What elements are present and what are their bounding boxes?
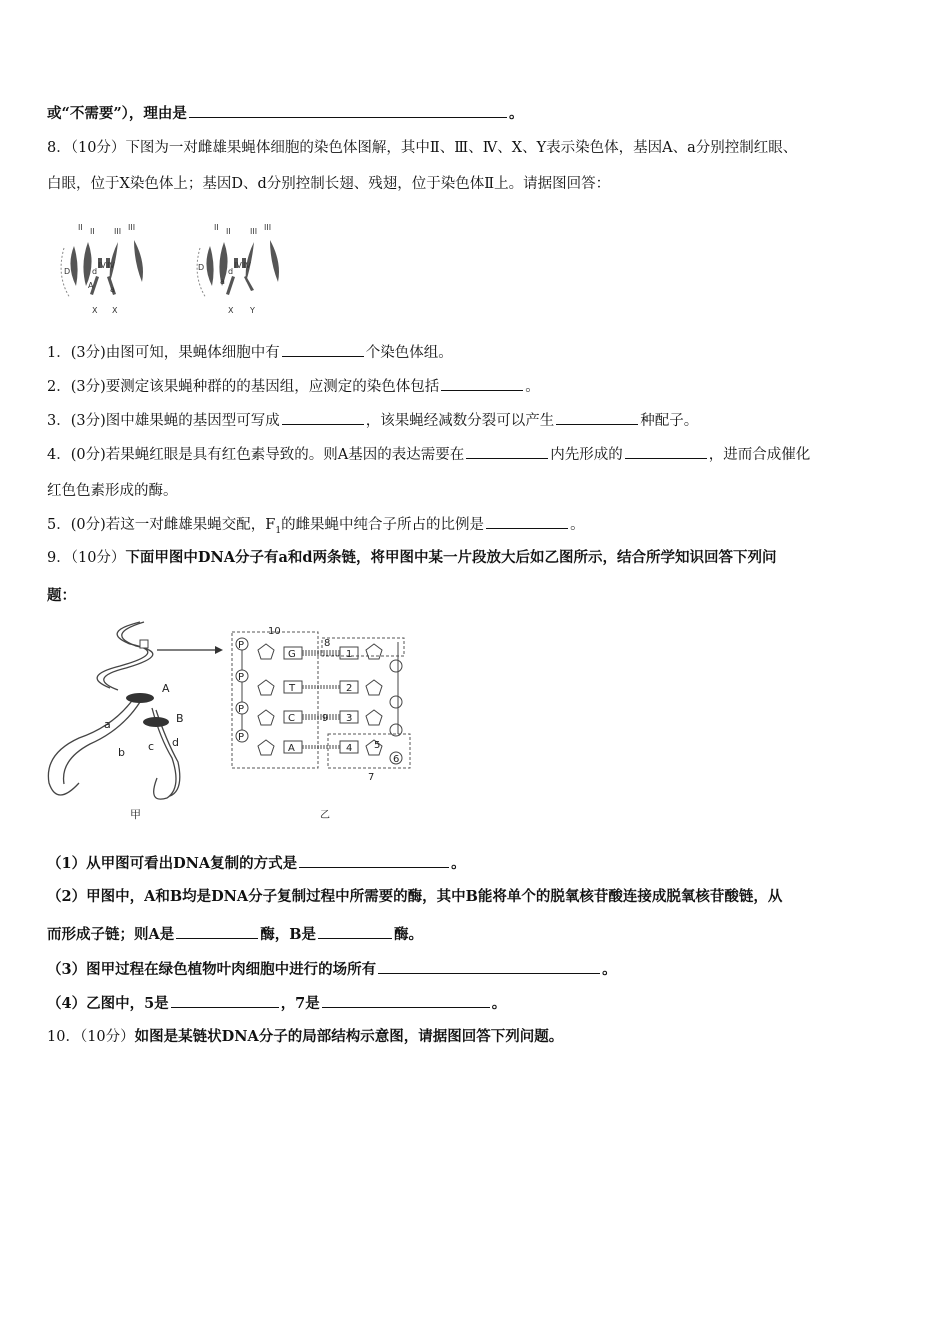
label-A: A — [162, 682, 170, 695]
q8-sub4-line1: 4．(0分)若果蝇红眼是具有红色素导致的。则A基因的表达需要在 内先形成的 ，进而合成催化 — [47, 444, 910, 465]
base-label-C: C — [288, 713, 295, 724]
label-male-III-2: III — [264, 223, 272, 232]
base-label-G: G — [288, 649, 296, 660]
label-female-X2: X — [112, 306, 118, 315]
label-female-IV-2: IV — [107, 261, 115, 270]
label-female-II-2: II — [90, 227, 95, 236]
number-label-8: 8 — [324, 638, 331, 649]
label-male-a: a — [220, 277, 225, 286]
number-label-10: 10 — [268, 626, 281, 637]
number-label-7: 7 — [368, 772, 375, 783]
q8-sub4-line2: 红色色素形成的酶。 — [47, 483, 178, 499]
answer-blank[interactable] — [625, 444, 707, 459]
label-female-III-1: III — [114, 227, 122, 236]
caption-yi: 乙 — [320, 810, 330, 821]
number-label-9: 9 — [322, 713, 329, 724]
label-male-D: D — [198, 263, 205, 272]
base-label-2: 2 — [346, 683, 353, 694]
arrow-jia-to-yi — [155, 640, 225, 660]
daughter-strand-left-2 — [64, 702, 140, 784]
answer-blank[interactable] — [318, 924, 392, 939]
base-label-1: 1 — [346, 649, 353, 660]
q9-sub1: （1）从甲图可看出DNA复制的方式是 。 — [47, 855, 466, 872]
number-label-6: 6 — [393, 754, 400, 765]
dna-structure-figure-yi — [228, 622, 418, 832]
label-female-d: d — [92, 267, 98, 276]
q9-sub2-line2: 而形成子链；则A是 酶，B是 酶。 — [47, 926, 424, 943]
chromosome-III-right-male — [270, 240, 279, 282]
label-c: c — [148, 740, 155, 753]
label-female-D: D — [64, 267, 71, 276]
q8-sub1: 1．(3分)由图可知，果蝇体细胞中有 个染色体组。 — [47, 342, 910, 363]
label-B: B — [176, 712, 184, 725]
label-male-X: X — [228, 306, 234, 315]
deoxyribose-right-1 — [366, 644, 382, 659]
enzyme-A — [126, 693, 154, 703]
base-label-3: 3 — [346, 713, 353, 724]
answer-blank[interactable] — [176, 924, 258, 939]
label-male-II-1: II — [214, 223, 219, 232]
deoxyribose-right-3 — [366, 710, 382, 725]
q9-intro-line2: 题： — [47, 587, 76, 604]
phosphate-label-1: P — [238, 640, 245, 651]
phosphate-right-1 — [390, 660, 402, 672]
answer-blank[interactable] — [486, 514, 568, 529]
phosphate-label-3: P — [238, 704, 245, 715]
label-male-IV-1: IV — [234, 261, 242, 270]
answer-blank[interactable] — [378, 959, 600, 974]
answer-blank[interactable] — [282, 342, 364, 357]
answer-blank[interactable] — [441, 376, 523, 391]
label-male-IV-2: IV — [243, 261, 251, 270]
label-female-IV-1: IV — [98, 261, 106, 270]
enzyme-B — [143, 717, 169, 727]
label-male-III-1: III — [250, 227, 258, 236]
answer-blank[interactable] — [189, 103, 507, 118]
deoxyribose-left-2 — [258, 680, 274, 695]
label-female-a: a — [110, 285, 115, 294]
phosphate-right-2 — [390, 696, 402, 708]
caption-jia: 甲 — [130, 808, 141, 821]
chromosome-Y-male — [244, 276, 254, 291]
phosphate-label-2: P — [238, 672, 245, 683]
chromosome-III-right — [134, 240, 143, 282]
label-male-II-2: II — [226, 227, 231, 236]
label-female-III-2: III — [128, 223, 136, 232]
label-a: a — [104, 718, 111, 731]
q9-sub4: （4）乙图中，5是 ，7是 。 — [47, 995, 507, 1012]
q8-sub3: 3．(3分)图中雄果蝇的基因型可写成 ，该果蝇经减数分裂可以产生 种配子。 — [47, 410, 910, 431]
chromosome-figure — [52, 218, 312, 318]
q8-sub5: 5．(0分)若这一对雌雄果蝇交配，$F_1$的雌果蝇中纯合子所占的比例是 。 — [47, 514, 910, 541]
label-b: b — [118, 746, 125, 759]
label-female-A: A — [88, 281, 94, 290]
q8-sub2: 2．(3分)要测定该果蝇种群的的基因组，应测定的染色体包括 。 — [47, 376, 910, 397]
label-d: d — [172, 736, 179, 749]
chromosome-X-male — [226, 276, 235, 295]
q9-sub3: （3）图甲过程在绿色植物叶肉细胞中进行的场所有 。 — [47, 961, 617, 978]
answer-blank[interactable] — [322, 993, 490, 1008]
cell-membrane-right — [197, 248, 206, 298]
base-label-4: 4 — [346, 743, 353, 754]
deoxyribose-left-3 — [258, 710, 274, 725]
q8-intro-line2: 白眼，位于X染色体上；基因D、d分别控制长翅、残翅，位于染色体Ⅱ上。请据图回答： — [47, 176, 611, 192]
base-pair-box-8 — [322, 638, 404, 656]
q9-sub2-line1: （2）甲图中，A和B均是DNA分子复制过程中所需要的酶，其中B能将单个的脱氧核苷酸连接成脱氧核苷酸链，从 — [47, 888, 783, 905]
number-label-5: 5 — [374, 740, 381, 751]
answer-blank[interactable] — [466, 444, 548, 459]
deoxyribose-left-1 — [258, 644, 274, 659]
deoxyribose-right-2 — [366, 680, 382, 695]
answer-blank[interactable] — [299, 853, 449, 868]
chromosome-II-right — [83, 242, 91, 286]
label-male-d: d — [228, 267, 234, 276]
chromosome-II-left — [70, 246, 77, 286]
chromosome-II-left-male — [206, 246, 213, 286]
answer-blank[interactable] — [171, 993, 279, 1008]
q10-intro: 10．（10分）如图是某链状DNA分子的局部结构示意图，请据图回答下列问题。 — [47, 1028, 564, 1045]
selected-fragment-box — [140, 640, 148, 648]
answer-blank[interactable] — [556, 410, 638, 425]
phosphate-label-4: P — [238, 732, 245, 743]
deoxyribose-left-4 — [258, 740, 274, 755]
label-female-X1: X — [92, 306, 98, 315]
base-label-T: T — [289, 683, 296, 694]
answer-blank[interactable] — [282, 410, 364, 425]
q8-intro-line1: 8．（10分）下图为一对雌雄果蝇体细胞的染色体图解，其中Ⅱ、Ⅲ、Ⅳ、X、Y表示染色体，基因A、a分别控制红眼、 — [47, 140, 798, 156]
q7-tail-line: 或“不需要”），理由是 。 — [47, 105, 524, 122]
label-male-Y: Y — [250, 306, 255, 315]
q9-intro-line1: 9．（10分）下面甲图中DNA分子有a和d两条链，将甲图中某一片段放大后如乙图所示，结合所学知识回答下列问 — [47, 549, 777, 566]
base-label-A: A — [288, 743, 295, 754]
label-female-II-1: II — [78, 223, 83, 232]
